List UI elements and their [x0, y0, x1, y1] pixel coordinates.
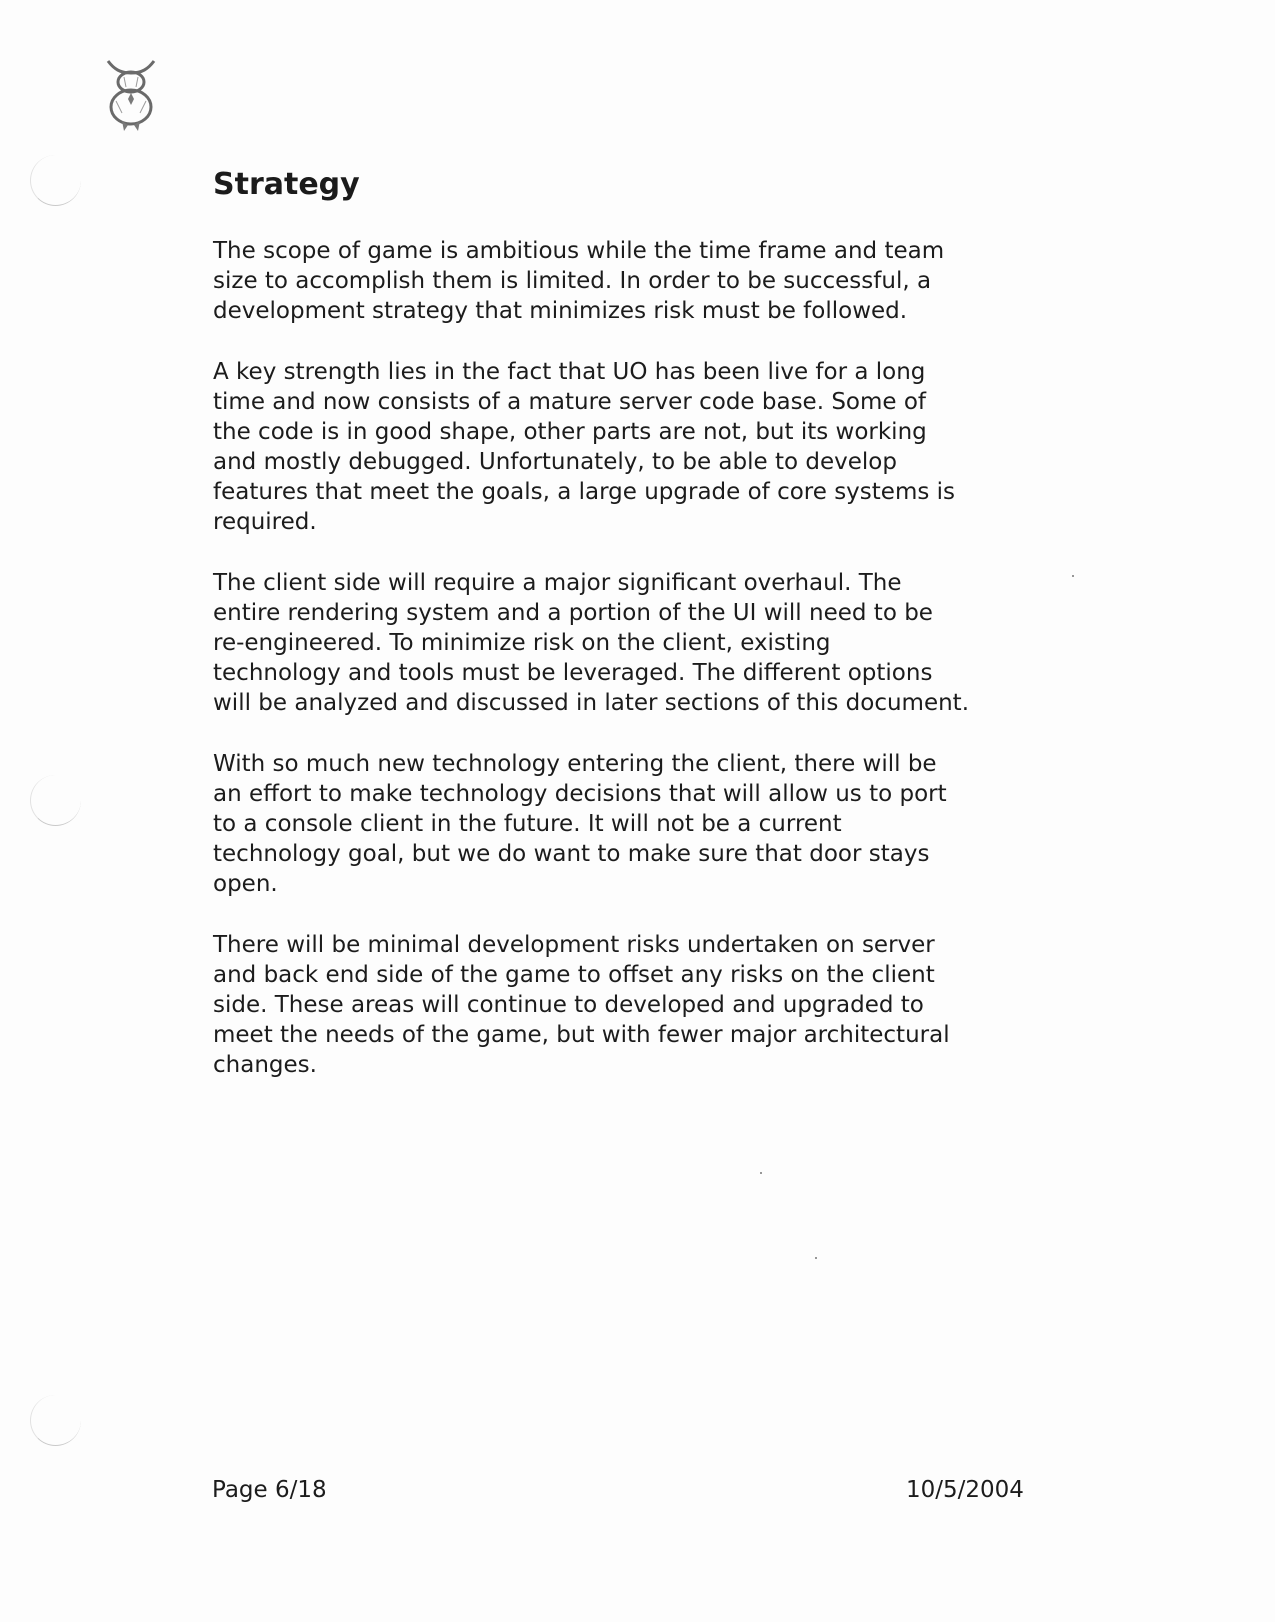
scan-speck — [1072, 575, 1074, 577]
emblem-logo-icon — [100, 55, 162, 135]
paragraph-server-side: There will be minimal development risks undertaken on server and back end side of the game to offset any risks on the client side. These areas will continue to developed and upgraded to meet the needs of the game, but with fewer major architectural changes. — [213, 932, 950, 1078]
paragraph-console: With so much new technology entering the client, there will be an effort to make technology decisions that will allow us to port to a console client in the future. It will not be a current technology goal, but we do want to make sure that door stays open. — [213, 751, 947, 897]
paragraph-scope: The scope of game is ambitious while the time frame and team size to accomplish them is limited. In order to be successful, a development strategy that minimizes risk must be followed. — [213, 238, 945, 324]
body-text — [213, 236, 1063, 1111]
document-date: 10/5/2004 — [906, 1477, 1024, 1503]
punch-hole-bottom — [30, 1395, 81, 1446]
punch-hole-middle — [30, 775, 81, 826]
punch-hole-top — [30, 155, 81, 206]
page-title: Strategy — [213, 167, 360, 202]
scan-speck — [815, 1257, 817, 1259]
paragraph-key-strength: A key strength lies in the fact that UO has been live for a long time and now consists of a mature server code base. Some of the code is in good shape, other parts are not, but its working and mostly debugged. Unfortunately, to be able to develop features that meet the goals, a large upgrade of core systems is required. — [213, 359, 956, 535]
scan-speck — [760, 1172, 762, 1174]
paragraph-client-side: The client side will require a major significant overhaul. The entire rendering system and a portion of the UI will need to be re-engineered. To minimize risk on the client, existing technology and tools must be leveraged. The different options will be analyzed and discussed in later sections of this document. — [213, 570, 970, 716]
page-number: Page 6/18 — [212, 1477, 327, 1503]
